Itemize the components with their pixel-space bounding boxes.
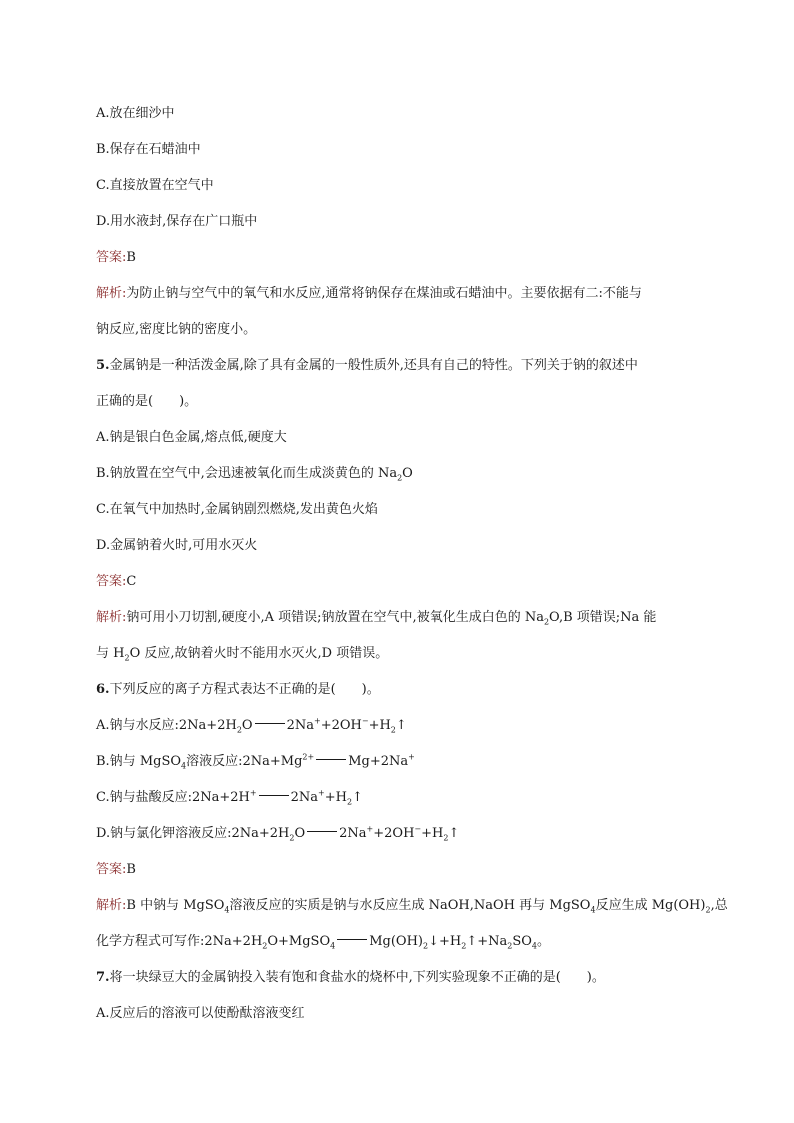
analysis-text-7: 。 bbox=[537, 934, 551, 949]
subscript: 2 bbox=[397, 473, 403, 483]
q5-stem-line2: 正确的是( )。 bbox=[96, 394, 198, 409]
analysis-text-end: O,B 项错误;Na 能 bbox=[549, 610, 657, 625]
q4-answer bbox=[96, 249, 136, 267]
answer-value: B bbox=[126, 862, 136, 877]
analysis-text: 钠可用小刀切割,硬度小,A 项错误;钠放置在空气中,被氧化生成白色的 Na bbox=[126, 610, 544, 625]
q6-answer bbox=[96, 861, 136, 879]
q7-option-a: A.反应后的溶液可以使酚酞溶液变红 bbox=[96, 1006, 305, 1021]
option-text: D.钠与氯化钾溶液反应:2Na+2H bbox=[96, 826, 290, 841]
q4-option-b: B.保存在石蜡油中 bbox=[96, 142, 201, 157]
q6-stem bbox=[96, 681, 380, 699]
analysis-label: 解析: bbox=[96, 898, 127, 913]
analysis-text: B 中钠与 MgSO bbox=[126, 898, 225, 913]
q4-analysis-line2: 钠反应,密度比钠的密度小。 bbox=[96, 322, 257, 337]
equation-line bbox=[316, 759, 346, 760]
analysis-text-end: O 反应,故钠着火时不能用水灭火,D 项错误。 bbox=[129, 646, 389, 661]
equation-line bbox=[307, 831, 337, 832]
answer-value: B bbox=[126, 250, 136, 265]
subscript: 4 bbox=[181, 761, 187, 771]
q4-analysis-line1 bbox=[96, 285, 642, 303]
q6-analysis-line2: 化学方程式可写作$:2Na+2H_2O+MgSO_4$ $Mg(OH)_2↓+H_2↑+Na_2SO_4$。 bbox=[96, 934, 551, 951]
option-text: A.钠与水反应:2Na+2H bbox=[96, 718, 237, 733]
option-text-2: 溶液反应:2Na+Mg bbox=[186, 754, 303, 769]
q5-stem-line1 bbox=[96, 357, 638, 375]
question-number: 6. bbox=[96, 682, 110, 697]
question-number: 5. bbox=[96, 358, 110, 373]
analysis-text-6: SO bbox=[512, 934, 532, 949]
question-stem: 下列反应的离子方程式表达不正确的是( )。 bbox=[109, 682, 380, 697]
analysis-text-4: ↓+H bbox=[428, 934, 462, 949]
equation-line bbox=[259, 795, 289, 796]
answer-label: 答案: bbox=[96, 574, 127, 589]
subscript: 2 bbox=[236, 725, 242, 735]
q5-analysis-line1 bbox=[96, 609, 656, 627]
analysis-text-3: 反应生成 Mg(OH) bbox=[595, 898, 706, 913]
analysis-label: 解析: bbox=[96, 286, 127, 301]
answer-label: 答案: bbox=[96, 250, 127, 265]
question-stem: 金属钠是一种活泼金属,除了具有金属的一般性质外,还具有自己的特性。下列关于钠的叙述中 bbox=[109, 358, 638, 373]
subscript: 2 bbox=[289, 833, 295, 843]
q5-answer bbox=[96, 573, 136, 591]
analysis-text: 与 H bbox=[96, 646, 125, 661]
option-text: B.钠与 MgSO bbox=[96, 754, 182, 769]
analysis-text-5: ↑+Na bbox=[466, 934, 508, 949]
option-text-end: O bbox=[402, 466, 413, 481]
q6-option-c: C.钠与盐酸反应:2Na+2H+ $2Na^++H_2↑$ bbox=[96, 788, 363, 807]
answer-value: C bbox=[126, 574, 137, 589]
q4-option-a: A.放在细沙中 bbox=[96, 106, 175, 121]
analysis-text-4: ,总 bbox=[710, 898, 728, 913]
q5-option-d: D.金属钠着火时,可用水灭火 bbox=[96, 538, 258, 553]
analysis-text: 为防止钠与空气中的氧气和水反应,通常将钠保存在煤油或石蜡油中。主要依据有二:不能与 bbox=[126, 286, 642, 301]
analysis-text-2: 溶液反应的实质是钠与水反应生成 NaOH,NaOH 再与 MgSO bbox=[229, 898, 591, 913]
question-number: 7. bbox=[96, 970, 110, 985]
q6-option-b: B.钠与 MgSO$_4$溶液反应$:2Na+Mg^{2+}$ Mg+2Na+ bbox=[96, 752, 415, 771]
subscript: 2 bbox=[543, 617, 550, 627]
analysis-text: 化学方程式可写作:2Na+2H bbox=[96, 934, 263, 949]
equation-line bbox=[337, 939, 367, 940]
analysis-text-2: O+MgSO bbox=[267, 934, 331, 949]
q6-analysis-line1: 解析:B 中钠与 MgSO$_4$溶液反应的实质是钠与水反应生成 NaOH,NaOH 再与 MgSO$_4$反应生成 $Mg(OH)_2$,总 bbox=[96, 898, 728, 915]
q7-stem bbox=[96, 969, 605, 987]
q5-option-a: A.钠是银白色金属,熔点低,硬度大 bbox=[96, 430, 287, 445]
option-text: B.钠放置在空气中,会迅速被氧化而生成淡黄色的 Na bbox=[96, 466, 398, 481]
q6-option-a: A.钠与水反应$:2Na+2H_2O$ $2Na^++2OH^-+H_2↑$ bbox=[96, 716, 407, 735]
q4-option-d: D.用水液封,保存在广口瓶中 bbox=[96, 214, 258, 229]
question-stem: 将一块绿豆大的金属钠投入装有饱和食盐水的烧杯中,下列实验现象不正确的是( )。 bbox=[109, 970, 605, 985]
q5-option-c: C.在氧气中加热时,金属钠剧烈燃烧,发出黄色火焰 bbox=[96, 502, 378, 517]
analysis-text-3: Mg(OH) bbox=[369, 934, 423, 949]
option-text: C.钠与盐酸反应:2Na+2H bbox=[96, 790, 250, 805]
analysis-label: 解析: bbox=[96, 610, 127, 625]
answer-label: 答案: bbox=[96, 862, 127, 877]
q4-option-c: C.直接放置在空气中 bbox=[96, 178, 214, 193]
q5-option-b bbox=[96, 465, 413, 483]
subscript: 2 bbox=[124, 653, 130, 663]
q6-option-d: D.钠与氯化钾溶液反应$:2Na+2H_2O$ $2Na^++2OH^-+H_2↑$ bbox=[96, 824, 460, 843]
q5-analysis-line2 bbox=[96, 645, 388, 663]
equation-line bbox=[255, 723, 285, 724]
